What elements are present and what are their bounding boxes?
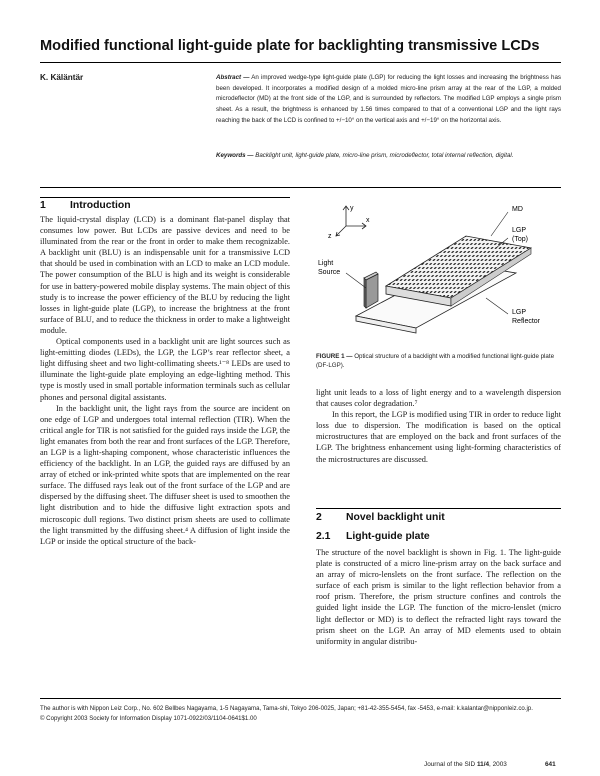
lgp-reflector-label: LGP [512, 309, 527, 316]
light-source-bar [364, 272, 378, 308]
figure-1-caption-label: FIGURE 1 — [316, 353, 353, 360]
section1-title: Introduction [70, 200, 131, 211]
intro-paragraph-2: Optical components used in a backlight unit are light sources such as light-emitting diodes (LEDs), the LGP, the LGP’s rear reflector sheet, a light diffusing sheet and two light-collimating sheets.¹⁻⁸ LEDs are used to illuminate the light-guide plate employing an edge-lighting method. This type is mostly used in small portable information terminals such as cellular phones and personal digital assistants. [40, 337, 290, 402]
right-paragraph-1: light unit leads to a loss of light energy and to a wavelength dispersion that causes color degradation.⁷ [316, 388, 561, 409]
lgp-top-plate [386, 236, 531, 306]
title-rule [40, 62, 561, 63]
section1-number: 1 [40, 200, 46, 211]
abstract-block [216, 73, 561, 127]
figure-1-caption-text: Optical structure of a backlight with a modified functional light-guide plate (DF-LGP). [316, 353, 555, 369]
copyright-line: © Copyright 2003 Society for Information Display 1071-0922/03/1104-0641$1.00 [40, 714, 257, 722]
section2-number: 2 [316, 512, 322, 523]
lgp-paragraph: The structure of the novel backlight is shown in Fig. 1. The light-guide plate is constructed of a micro line-prism array on the back surface and an array of micro-lenslets on the front surface. The reflection on the surface of each prism is similar to the light reflection behavior from a roof prism. Therefore, the prism structure confines and controls the guided light inside the LGP. The function of the micro-lenslet (micro light deflector or MD) is to deflect the refracted light rays toward the prism sheet on the LGP. An array of MD elements used to obtain uniformity in angular distribu- [316, 548, 561, 646]
intro-paragraph-3: In the backlight unit, the light rays from the source are incident on one edge of LGP and undergoes total internal reflection (TIR). When the critical angle for TIR is not satisfied for the guided rays inside the LGP, the light emanates from both the rear and front surfaces of the LGP. Therefore, an LGP is a light-shaping component, whose characteristic influences the efficiency of the backlight. In an LGP, the guided rays are diffused by an array of etched or ink-printed white spots that are implemented on the rear surface. The diffused rays leak out of the front surface of the LGP and are dispersed by the diffusing sheet. The diffuser sheet is used to smoothen the light distribution and to hide the diffusive light extraction spots and microscopic dull regions. Two distinct prism sheets are used to collimate the light transmitted by the diffusing sheet.⁴ A diffusion of light inside the LGP or inside the optical structure of the back- [40, 403, 290, 546]
section2-title: Novel backlight unit [346, 512, 445, 523]
lgp-top-sublabel: (Top) [512, 236, 528, 243]
section2-rule [316, 508, 561, 509]
journal-volume: 11/4 [476, 761, 490, 768]
figure-1-diagram [316, 198, 561, 348]
axis-x-label: x [366, 217, 370, 224]
source-label: Source [318, 269, 341, 276]
section21-heading [316, 531, 430, 542]
intro-paragraph-1: The liquid-crystal display (LCD) is a dominant flat-panel display that consumes low power. But LCDs are passive devices and need to be illuminated from the rear or the front in order to make them recognizable. A backlight unit (BLU) is an indispensable unit for a transmissive LCD that should be used in combination with an LCD to make an LCD module. The power consumption of the BLU is high and its weight is considerable for use in battery-powered mobile display systems. The main object of this study is to increase the power efficiency of the BLU by reducing the light losses in light-guide plate (LGP), to increase the brightness at the front surface of BLU, and to reduce the thickness in order to make a lightweight module. [40, 215, 290, 335]
section1-heading [40, 200, 131, 211]
keywords-block [216, 151, 561, 162]
axis-y-label: y [350, 205, 354, 212]
right-paragraph-2: In this report, the LGP is modified using TIR in order to reduce light loss due to dispersion. The modification is based on the optical microstructures that are employed on the back and front surfaces of the LGP. The brightness enhancement using light-forming characteristics of the microstructures are discussed. [316, 410, 561, 464]
keywords-label: Keywords — [216, 152, 254, 159]
section1-rule [40, 197, 290, 198]
author-affiliation: The author is with Nippon Leiz Corp., No. 602 Bellbes Nagayama, 1-5 Nagayama, Tama-shi, Tokyo 206-0025, Japan; +81-42-355-5454, fax -5453, e-mail: k.kalantar@nipponleiz.co.jp. [40, 705, 533, 712]
page-number: 641 [545, 761, 556, 768]
journal-name: Journal of the SID [424, 761, 476, 768]
journal-year: , 2003 [489, 761, 507, 768]
footnote-rule [40, 698, 561, 699]
section2-heading [316, 512, 445, 523]
abstract-label: Abstract — [216, 74, 250, 81]
lgp-top-label: LGP [512, 227, 527, 234]
right-column-lower [316, 547, 561, 647]
reflector-label: Reflector [512, 318, 541, 325]
abstract-text: An improved wedge-type light-guide plate (LGP) for reducing the light losses and increasing the brightness has been developed. It incorporates a modified design of a molded micro-line prism array at the rear of the LGP, a molded microdeflector (MD) at the front side of the LGP, and is surrounded by reflectors. The modified LGP employs a single prism sheet. As a result, the brightness is enhanced by 1.56 times compared to that of a conventional LGP and the light rays reaching the back of the LCD is confined to +/−10° on the vertical axis and +/−19° on the horizontal axis. [216, 74, 561, 124]
author-name: K. Käläntär [40, 73, 84, 82]
section21-number: 2.1 [316, 531, 331, 542]
footnote-block [40, 704, 561, 723]
section21-title: Light-guide plate [346, 531, 430, 542]
light-label: Light [318, 260, 334, 267]
figure-1-caption [316, 353, 561, 371]
header-rule [40, 187, 561, 188]
keywords-text: Backlight unit, light-guide plate, micro-line prism, microdeflector, total internal reflection, digital. [255, 152, 514, 159]
right-column-upper [316, 387, 561, 465]
paper-title: Modified functional light-guide plate for backlighting transmissive LCDs [40, 38, 540, 54]
axis-z-label: z [328, 233, 332, 240]
left-column [40, 214, 290, 547]
running-footer [424, 761, 507, 768]
md-label: MD [512, 206, 523, 213]
